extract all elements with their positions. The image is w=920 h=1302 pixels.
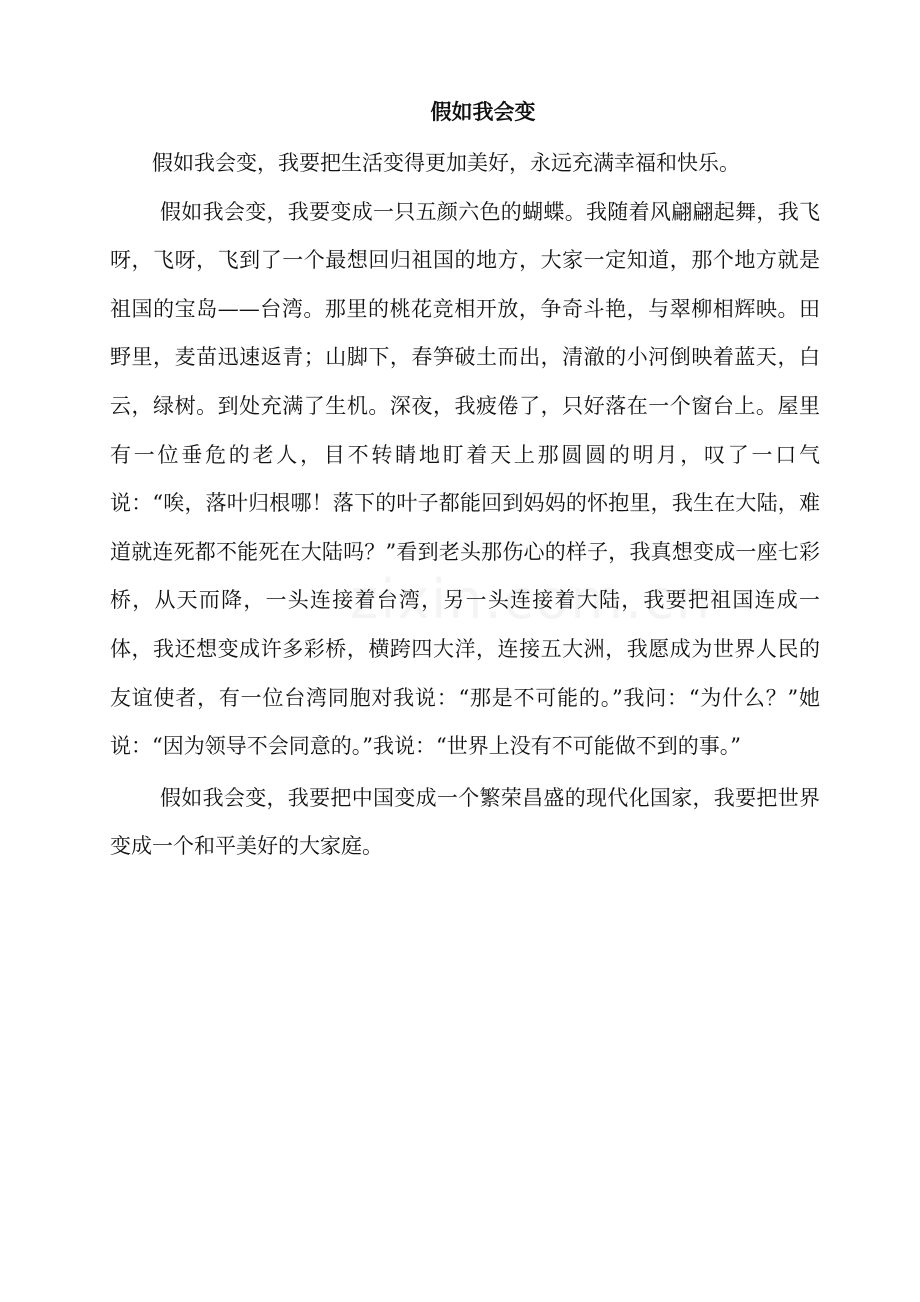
paragraph-3: 假如我会变，我要把中国变成一个繁荣昌盛的现代化国家，我要把世界变成一个和平美好的大家庭。: [110, 785, 820, 859]
paragraph-1: 假如我会变，我要把生活变得更加美好，永远充满幸福和快乐。: [152, 151, 740, 175]
page-title: 假如我会变: [430, 99, 536, 124]
essay-body: [110, 139, 820, 871]
paragraph-2: 假如我会变，我要变成一只五颜六色的蝴蝶。我随着风翩翩起舞，我飞呀，飞呀，飞到了一个最想回归祖国的地方，大家一定知道，那个地方就是祖国的宝岛——台湾。那里的桃花竞相开放，争奇斗艳，与翠柳相辉映。田野里，麦苗迅速返青；山脚下，春笋破土而出，清澈的小河倒映着蓝天，白云，绿树。到处充满了生机。深夜，我疲倦了，只好落在一个窗台上。屋里有一位垂危的老人，目不转睛地盯着天上那圆圆的明月，叹了一口气说：“唉，落叶归根哪！落下的叶子都能回到妈妈的怀抱里，我生在大陆，难道就连死都不能死在大陆吗？”看到老头那伤心的样子，我真想变成一座七彩桥，从天而降，一头连接着台湾，另一头连接着大陆，我要把祖国连成一体，我还想变成许多彩桥，横跨四大洋，连接五大洲，我愿成为世界人民的友谊使者，有一位台湾同胞对我说：“那是不可能的。”我问：“为什么？”她说：“因为领导不会同意的。”我说：“世界上没有不可能做不到的事。”: [110, 199, 820, 759]
